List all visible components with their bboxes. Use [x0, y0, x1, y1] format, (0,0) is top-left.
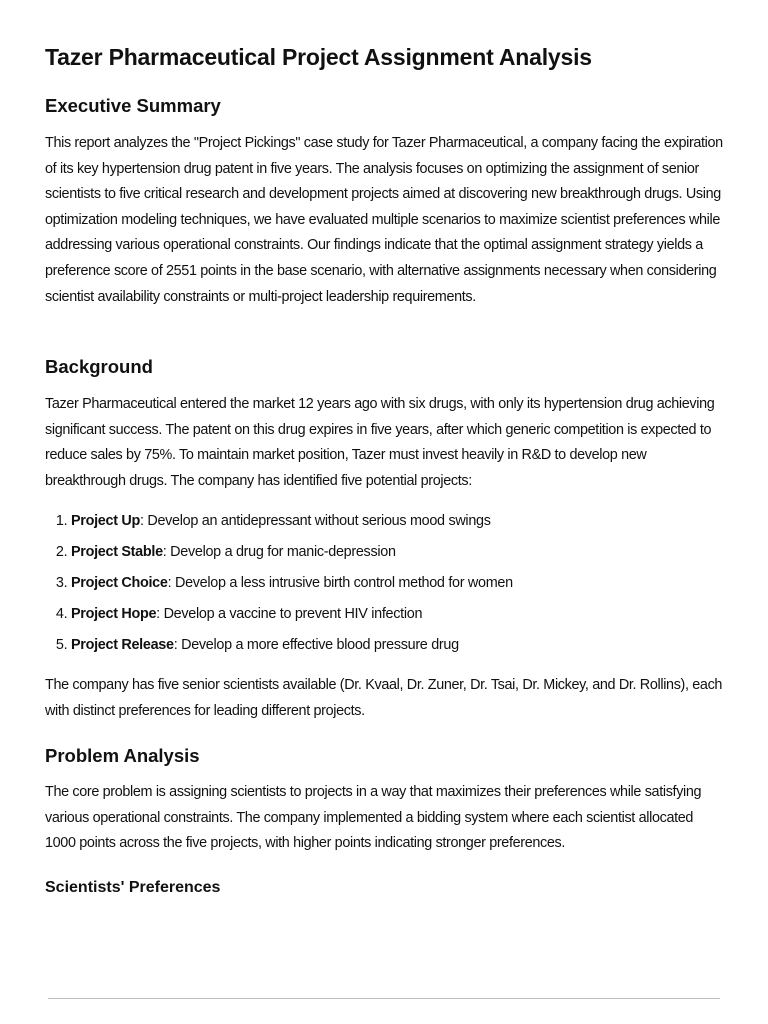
project-description: : Develop a less intrusive birth control method for women: [167, 575, 513, 591]
list-item: [71, 574, 513, 605]
executive-summary-heading: Executive Summary: [45, 95, 221, 116]
problem-analysis-heading: Problem Analysis: [45, 745, 200, 766]
problem-analysis-paragraph: The core problem is assigning scientists to projects in a way that maximizes their preferences while satisfying various operational constraints. The company implemented a bidding system where each scientist allocated 1000 points across the five projects, with higher points indicating stronger preferences.: [45, 784, 702, 852]
list-item: [71, 605, 513, 636]
page-divider: [48, 998, 720, 999]
background-heading: Background: [45, 356, 153, 377]
background-intro-paragraph: Tazer Pharmaceutical entered the market 12 years ago with six drugs, with only its hypertension drug achieving significant success. The patent on this drug expires in five years, after which generic competition is expected to reduce sales by 75%. To maintain market position, Tazer must invest heavily in R&D to develop new breakthrough drugs. The company has identified five potential projects:: [45, 396, 715, 489]
list-item: [71, 543, 513, 574]
project-description: : Develop a drug for manic-depression: [162, 544, 396, 560]
project-list: [45, 512, 513, 667]
executive-summary-paragraph: This report analyzes the "Project Pickings" case study for Tazer Pharmaceutical, a company facing the expiration of its key hypertension drug patent in five years. The analysis focuses on optimizing the assignment of senior scientists to five critical research and development projects aimed at discovering new breakthrough drugs. Using optimization modeling techniques, we have evaluated multiple scenarios to maximize scientist preferences while addressing various operational constraints. Our findings indicate that the optimal assignment strategy yields a preference score of 2551 points in the base scenario, with alternative assignments necessary when considering scientist availability constraints or multi-project leadership requirements.: [45, 135, 723, 305]
project-description: : Develop a vaccine to prevent HIV infection: [156, 606, 423, 622]
project-name: Project Release: [71, 637, 174, 653]
list-item: [71, 512, 513, 543]
project-description: : Develop a more effective blood pressure drug: [173, 637, 459, 653]
list-item: [71, 636, 513, 667]
project-description: : Develop an antidepressant without serious mood swings: [139, 513, 491, 529]
scientists-preferences-heading: Scientists' Preferences: [45, 879, 221, 896]
project-name: Project Choice: [71, 575, 168, 591]
page-title: Tazer Pharmaceutical Project Assignment Analysis: [45, 44, 592, 70]
project-name: Project Hope: [71, 606, 157, 622]
project-name: Project Up: [71, 513, 140, 529]
background-outro-paragraph: The company has five senior scientists available (Dr. Kvaal, Dr. Zuner, Dr. Tsai, Dr. Mickey, and Dr. Rollins), each with distinct preferences for leading different projects.: [45, 677, 723, 719]
project-name: Project Stable: [71, 544, 163, 560]
